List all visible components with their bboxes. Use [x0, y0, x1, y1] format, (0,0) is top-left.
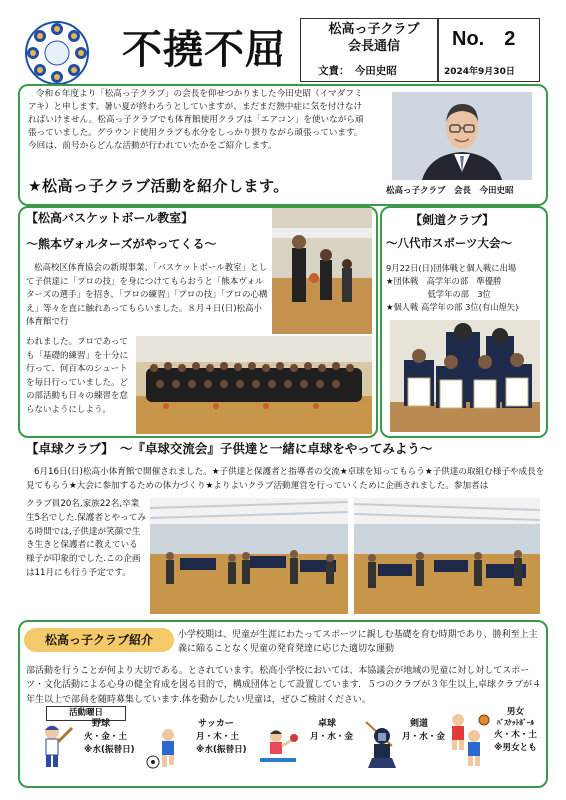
sport-basketball [494, 706, 537, 754]
table-tennis-photo-1 [150, 498, 348, 614]
table-tennis-player-icon [256, 728, 300, 768]
kendo-line: 9月22日(日)団体戦と個人戦に出場 [386, 263, 517, 273]
baseball-player-icon [34, 722, 74, 770]
sport-days: 月・木・土 [196, 732, 239, 743]
sport-note: ※水(振替日) [84, 744, 135, 755]
newsletter-title: 不撓不屈 [122, 26, 286, 73]
sport-baseball [84, 718, 135, 756]
basketball-text-1: 松高校区体育協会の新規事業、「バスケットボール教室」として子供達に「プロの技」を身につけてもらおうと「熊本ヴォルターズの選手」を招き、「プロの練習」「プロの技」「プロの心構え」等々を直に触れあってもらいました。８月４日(日)松高小体育館で行 [26, 263, 268, 328]
basketball-subtitle: ～熊本ヴォルターズがやってくる～ [26, 237, 217, 251]
sport-days: 火・木・土 [494, 730, 537, 741]
kendo-title: 【剣道クラブ】 [410, 213, 495, 227]
president-portrait [392, 92, 532, 180]
kendo-photo [390, 320, 540, 432]
sport-note: ※男女とも [494, 742, 537, 753]
kendo-results [386, 262, 518, 313]
sport-note: ※水(振替日) [196, 744, 247, 755]
kendo-player-icon [362, 720, 402, 768]
basketball-photo-coaching [272, 208, 372, 334]
issue-number: No. 2 [452, 28, 516, 50]
basketball-text-2: われました。プロであっても「基礎的練習」を十分に行って、何百本のシュートを毎日行っていました。どの部活動も日々の練習を怠らないようにしよう。 [26, 337, 129, 415]
sport-days: 月・水・金 [402, 732, 445, 743]
basketball-photo-group [136, 336, 372, 434]
club-name-line2: 会長通信 [347, 38, 400, 54]
table-tennis-text-2: クラブ員20名,家族22名,卒業生5名でした.保護者とやってみる時間では,子供達が笑顔で生き生きと保護者に教えている様子が印象的でした.この企画は11月にも行う予定です。 [26, 499, 146, 578]
club-logo [24, 20, 90, 86]
sport-name: 卓球 [318, 719, 337, 729]
kendo-line: 低学年の部 3位 [386, 288, 491, 299]
sport-soccer [196, 718, 247, 756]
table-tennis-photo-2 [354, 498, 540, 614]
club-name-line1: 松高っ子クラブ [328, 22, 420, 37]
basketball-players-icon [444, 712, 490, 768]
table-tennis-title: 【卓球クラブ】 ～『卓球交流会』子供達と一緒に卓球をやってみよう～ [26, 441, 433, 456]
table-tennis-text-1: 6月16日(日)松高小体育館で開催されました。★子供達と保護者と指導者の交流★卓球を知ってもらう★子供達の取組む様子や成長を見てもらう★大会に参加するための体力づくり★よりよいクラブ活動運営を行っていくために企画されました。参加者は [26, 467, 545, 491]
club-name [318, 22, 430, 56]
sport-name: 男女 [506, 707, 525, 717]
sport-name: 剣道 [410, 719, 429, 729]
sport-name-2: ﾊﾞｽｹｯﾄﾎﾞｰﾙ [496, 718, 535, 728]
sport-name: 野球 [92, 719, 111, 729]
kendo-line: ★団体戦 高学年の部 準優勝 [386, 275, 502, 286]
kendo-subtitle: ～八代市スポーツ大会～ [386, 236, 513, 250]
header-divider [437, 18, 439, 82]
club-intro-text-1: 小学校期は、児童が生涯にわたってスポーツに親しむ基礎を育む時期であり、勝利至上主義に陥ることなく児童の発育発達に応じた適切な運動 [178, 630, 538, 655]
sport-kendo [402, 718, 445, 744]
sport-table-tennis [310, 718, 353, 744]
sport-days: 月・水・金 [310, 732, 353, 743]
sport-name: サッカー [198, 719, 234, 729]
issue-date: 2024年9月30日 [444, 67, 515, 77]
basketball-title: 【松高バスケットボール教室】 [26, 211, 194, 225]
portrait-caption: 松高っ子クラブ 会長 今田史昭 [386, 186, 514, 196]
intro-text: 令和６年度より「松高っ子クラブ」の会長を仰せつかりました今田史昭（イマダフミアキ）と申します。暑い夏が終わろうとしていますが、まだまだ熱中症に気を付けなければいけません。松高っ子クラブでも体育館使用クラブは「エアコン」を使いながら頑張っていました。グラウンド使用クラブも水分をしっかり摂りながら頑張っています。今回は、前号からどんな活動が行われていたかをご紹介します。 [28, 89, 364, 151]
kendo-line: ★個人戦 高学年の部 3位(有山煌矢) [386, 301, 519, 312]
schedule-label: 活動曜日 [46, 706, 126, 721]
club-intro-text-2: 部活動を行うことが何より大切である。とされています。松高小学校においては、本協議会が地域の児童に対し対してスポーツ・文化活動による心身の健全育成を図る目的で，構成団体として設置しています．５つのクラブが３年生以上,卓球クラブが４年生以上で部員を随時募集しています.体を動かしたい児童は，ぜひご検討ください。 [26, 666, 541, 705]
club-intro-label: 松高っ子クラブ紹介 [24, 628, 174, 652]
sport-days: 火・金・土 [84, 732, 127, 743]
editor-credit: 文責： 今田史昭 [318, 65, 397, 77]
intro-heading: ★松高っ子クラブ活動を紹介します。 [28, 177, 289, 195]
soccer-player-icon [146, 726, 188, 770]
